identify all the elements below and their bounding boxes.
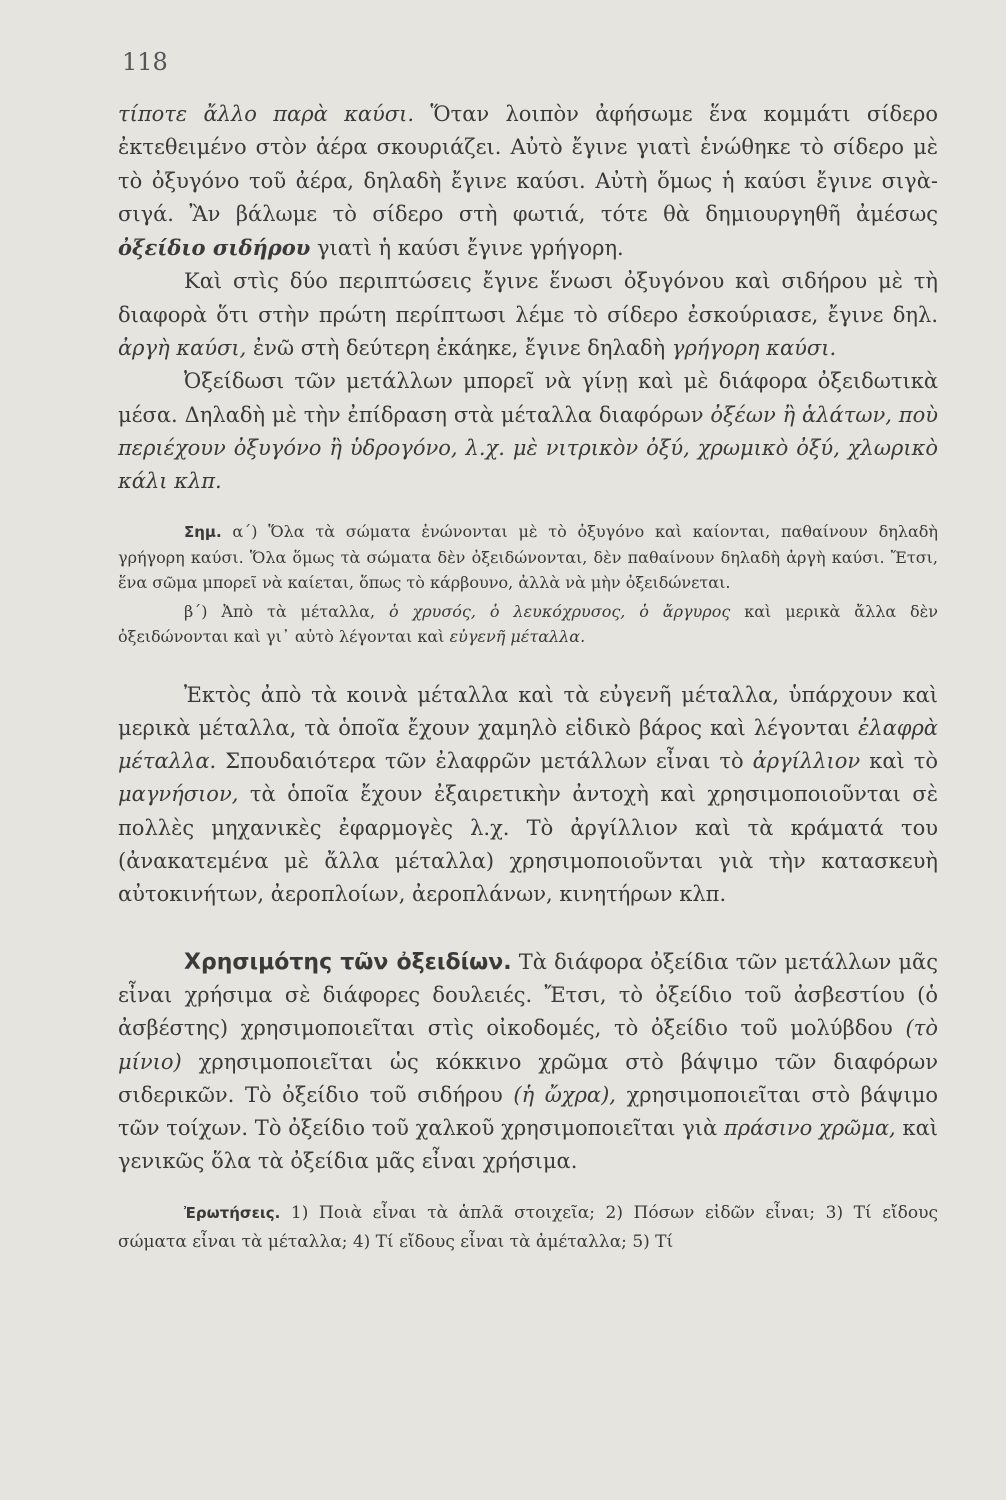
text-run: χρησιμοποιεῖται στὸ βάψιμο τῶν τοίχων. Τὸ ὀξείδιο τοῦ χαλκοῦ χρησιμοποιεῖται γιὰ [118, 1082, 938, 1141]
italic-run: ὁ χρυσός, ὁ λευκόχρυσος, ὁ ἄργυρος [388, 601, 731, 621]
term-light-metals: ἐλαφρὰ μέταλλα. [118, 715, 938, 774]
text-run: β´) Ἀπὸ τὰ μέταλλα, [184, 601, 389, 621]
text-run: Ὅταν λοιπὸν ἀφήσωμε ἕνα κομμάτι σίδερο ἐκτεθειμένο στὸν ἀέρα σκουριάζει. Αὐτὸ ἔγινε γιατὶ ἑνώθηκε τὸ σίδερο μὲ τὸ ὀξυγόνο τοῦ ἀέρα, δηλαδὴ ἔγινε καύσι. Αὐτὴ ὅμως ἡ καύσι ἔγινε σιγὰ-σιγά. Ἂν βάλωμε τὸ σίδερο στὴ φωτιά, τότε θὰ δημιουργηθῆ ἀμέσως [118, 102, 938, 226]
text-run: Τὰ διάφορα ὀξείδια τῶν μετάλλων μᾶς εἶναι χρήσιμα σὲ διάφορες δουλειές. Ἔτσι, τὸ ὀξείδιο τοῦ ἀσβεστίου (ὁ ἀσβέστης) χρησιμοποιεῖται στὶς οἰκοδομές, τὸ ὀξείδιο τοῦ μολύβδου [118, 949, 938, 1041]
text-run: ἐνῶ στὴ δεύτερη ἐκάηκε, ἔγινε δηλαδὴ [246, 336, 672, 361]
text-run: γιατὶ ἡ καύσι ἔγινε γρήγορη. [310, 236, 624, 261]
term-aluminium: ἀργίλλιον [752, 749, 861, 774]
term-slow-combustion: ἀργὴ καύσι, [118, 336, 247, 361]
paragraph-slow-fast-combustion [118, 265, 938, 365]
term-green-color: πράσινο χρῶμα, [723, 1116, 896, 1141]
text-run: Σπουδαιότερα τῶν ἐλαφρῶν μετάλλων εἶναι τὸ [216, 749, 753, 774]
term-noble-metals: εὐγενῆ μέταλλα. [449, 626, 586, 646]
questions [118, 1199, 938, 1257]
text-run: α´) Ὅλα τὰ σώματα ἑνώνονται μὲ τὸ ὀξυγόνο καὶ καίονται, παθαίνουν δηλαδὴ γρήγορη καύσι. Ὅλα ὅμως τὰ σώματα δὲν ὀξειδώνονται, δὲν παθαίνουν δηλαδὴ ἀργὴ καύσι. Ἔτσι, ἕνα σῶμα μπορεῖ νὰ καίεται, ὅπως τὸ κάρβουνο, ἀλλὰ νὰ μὴν ὀξειδώνεται. [118, 521, 938, 592]
text-run: Ἐκτὸς ἀπὸ τὰ κοινὰ μέταλλα καὶ τὰ εὐγενῆ μέταλλα, ὑπάρχουν καὶ μερικὰ μέταλλα, τὰ ὁποῖα ἔχουν χαμηλὸ εἰδικὸ βάρος καὶ λέγονται [118, 682, 938, 740]
term-iron-oxide: ὀξείδιο σιδήρου [118, 235, 311, 261]
text-run: χρησιμοποιεῖται ὡς κόκκινο χρῶμα στὸ βάψιμο τῶν διαφόρων σιδερικῶν. Τὸ ὀξείδιο τοῦ σιδήρου [118, 1049, 938, 1107]
note-label: Σημ. [184, 522, 222, 541]
term-minium: (τὸ μίνιο) [118, 1016, 938, 1074]
term-fast-combustion: γρήγορη καύσι. [671, 336, 837, 361]
paragraph-oxide-uses [118, 946, 938, 1179]
questions-text: 1) Ποιὰ εἶναι τὰ ἁπλᾶ στοιχεῖα; 2) Πόσων εἰδῶν εἶναι; 3) Τί εἴδους σώματα εἶναι τὰ μέταλλα; 4) Τί εἴδους εἶναι τὰ ἀμέταλλα; 5) Τί [118, 1202, 938, 1252]
term-ochre: (ἡ ὤχρα), [513, 1082, 616, 1107]
paragraph-light-metals [118, 679, 938, 912]
paragraph-oxidizing-agents [118, 365, 938, 498]
questions-label: Ἐρωτήσεις. [184, 1203, 281, 1222]
paragraph-rust [118, 98, 938, 265]
text-run: τὰ ὁποῖα ἔχουν ἐξαιρετικὴν ἀντοχὴ καὶ χρησιμοποιοῦνται σὲ πολλὲς μηχανικὲς ἐφαρμογὲς λ.χ. Τὸ ἀργίλλιον καὶ τὰ κράματά του (ἀνακατεμένα μὲ ἄλλα μέταλλα) χρησιμοποιοῦνται γιὰ τὴν κατασκευὴ αὐτοκινήτων, ἀεροπλοίων, ἀεροπλάνων, κινητήρων κλπ. [118, 782, 938, 907]
text-body [118, 98, 938, 1257]
page-number: 118 [122, 48, 168, 76]
italic-run: τίποτε ἄλλο παρὰ καύσι. [118, 102, 415, 126]
term-magnesium: μαγνήσιον, [118, 782, 239, 807]
section-heading: Χρησιμότης τῶν ὀξειδίων. [184, 949, 512, 975]
note-a [118, 519, 938, 595]
note-b [118, 599, 938, 649]
text-run: καὶ τὸ [860, 749, 938, 774]
text-run: καὶ γενικῶς ὅλα τὰ ὀξείδια μᾶς εἶναι χρήσιμα. [118, 1116, 938, 1174]
text-run: Ὀξείδωσι τῶν μετάλλων μπορεῖ νὰ γίνῃ καὶ μὲ διάφορα ὀξειδωτικὰ μέσα. Δηλαδὴ μὲ τὴν ἐπίδραση στὰ μέταλλα διαφόρων [118, 369, 938, 427]
italic-run: ὀξέων ἢ ἁλάτων, ποὺ περιέχουν ὀξυγόνο ἢ ὑδρογόνο, λ.χ. μὲ νιτρικὸν ὀξύ, χρωμικὸ ὀξύ, χλωρικὸ κάλι κλπ. [118, 402, 938, 494]
text-run: Καὶ στὶς δύο περιπτώσεις ἔγινε ἕνωσι ὀξυγόνου καὶ σιδήρου μὲ τὴ διαφορὰ ὅτι στὴν πρώτη περίπτωσι λέμε τὸ σίδερο ἐσκούριασε, ἔγινε δηλ. [118, 269, 938, 327]
text-run: καὶ μερικὰ ἄλλα δὲν ὀξειδώνονται καὶ γι᾿ αὐτὸ λέγονται καὶ [118, 601, 938, 646]
